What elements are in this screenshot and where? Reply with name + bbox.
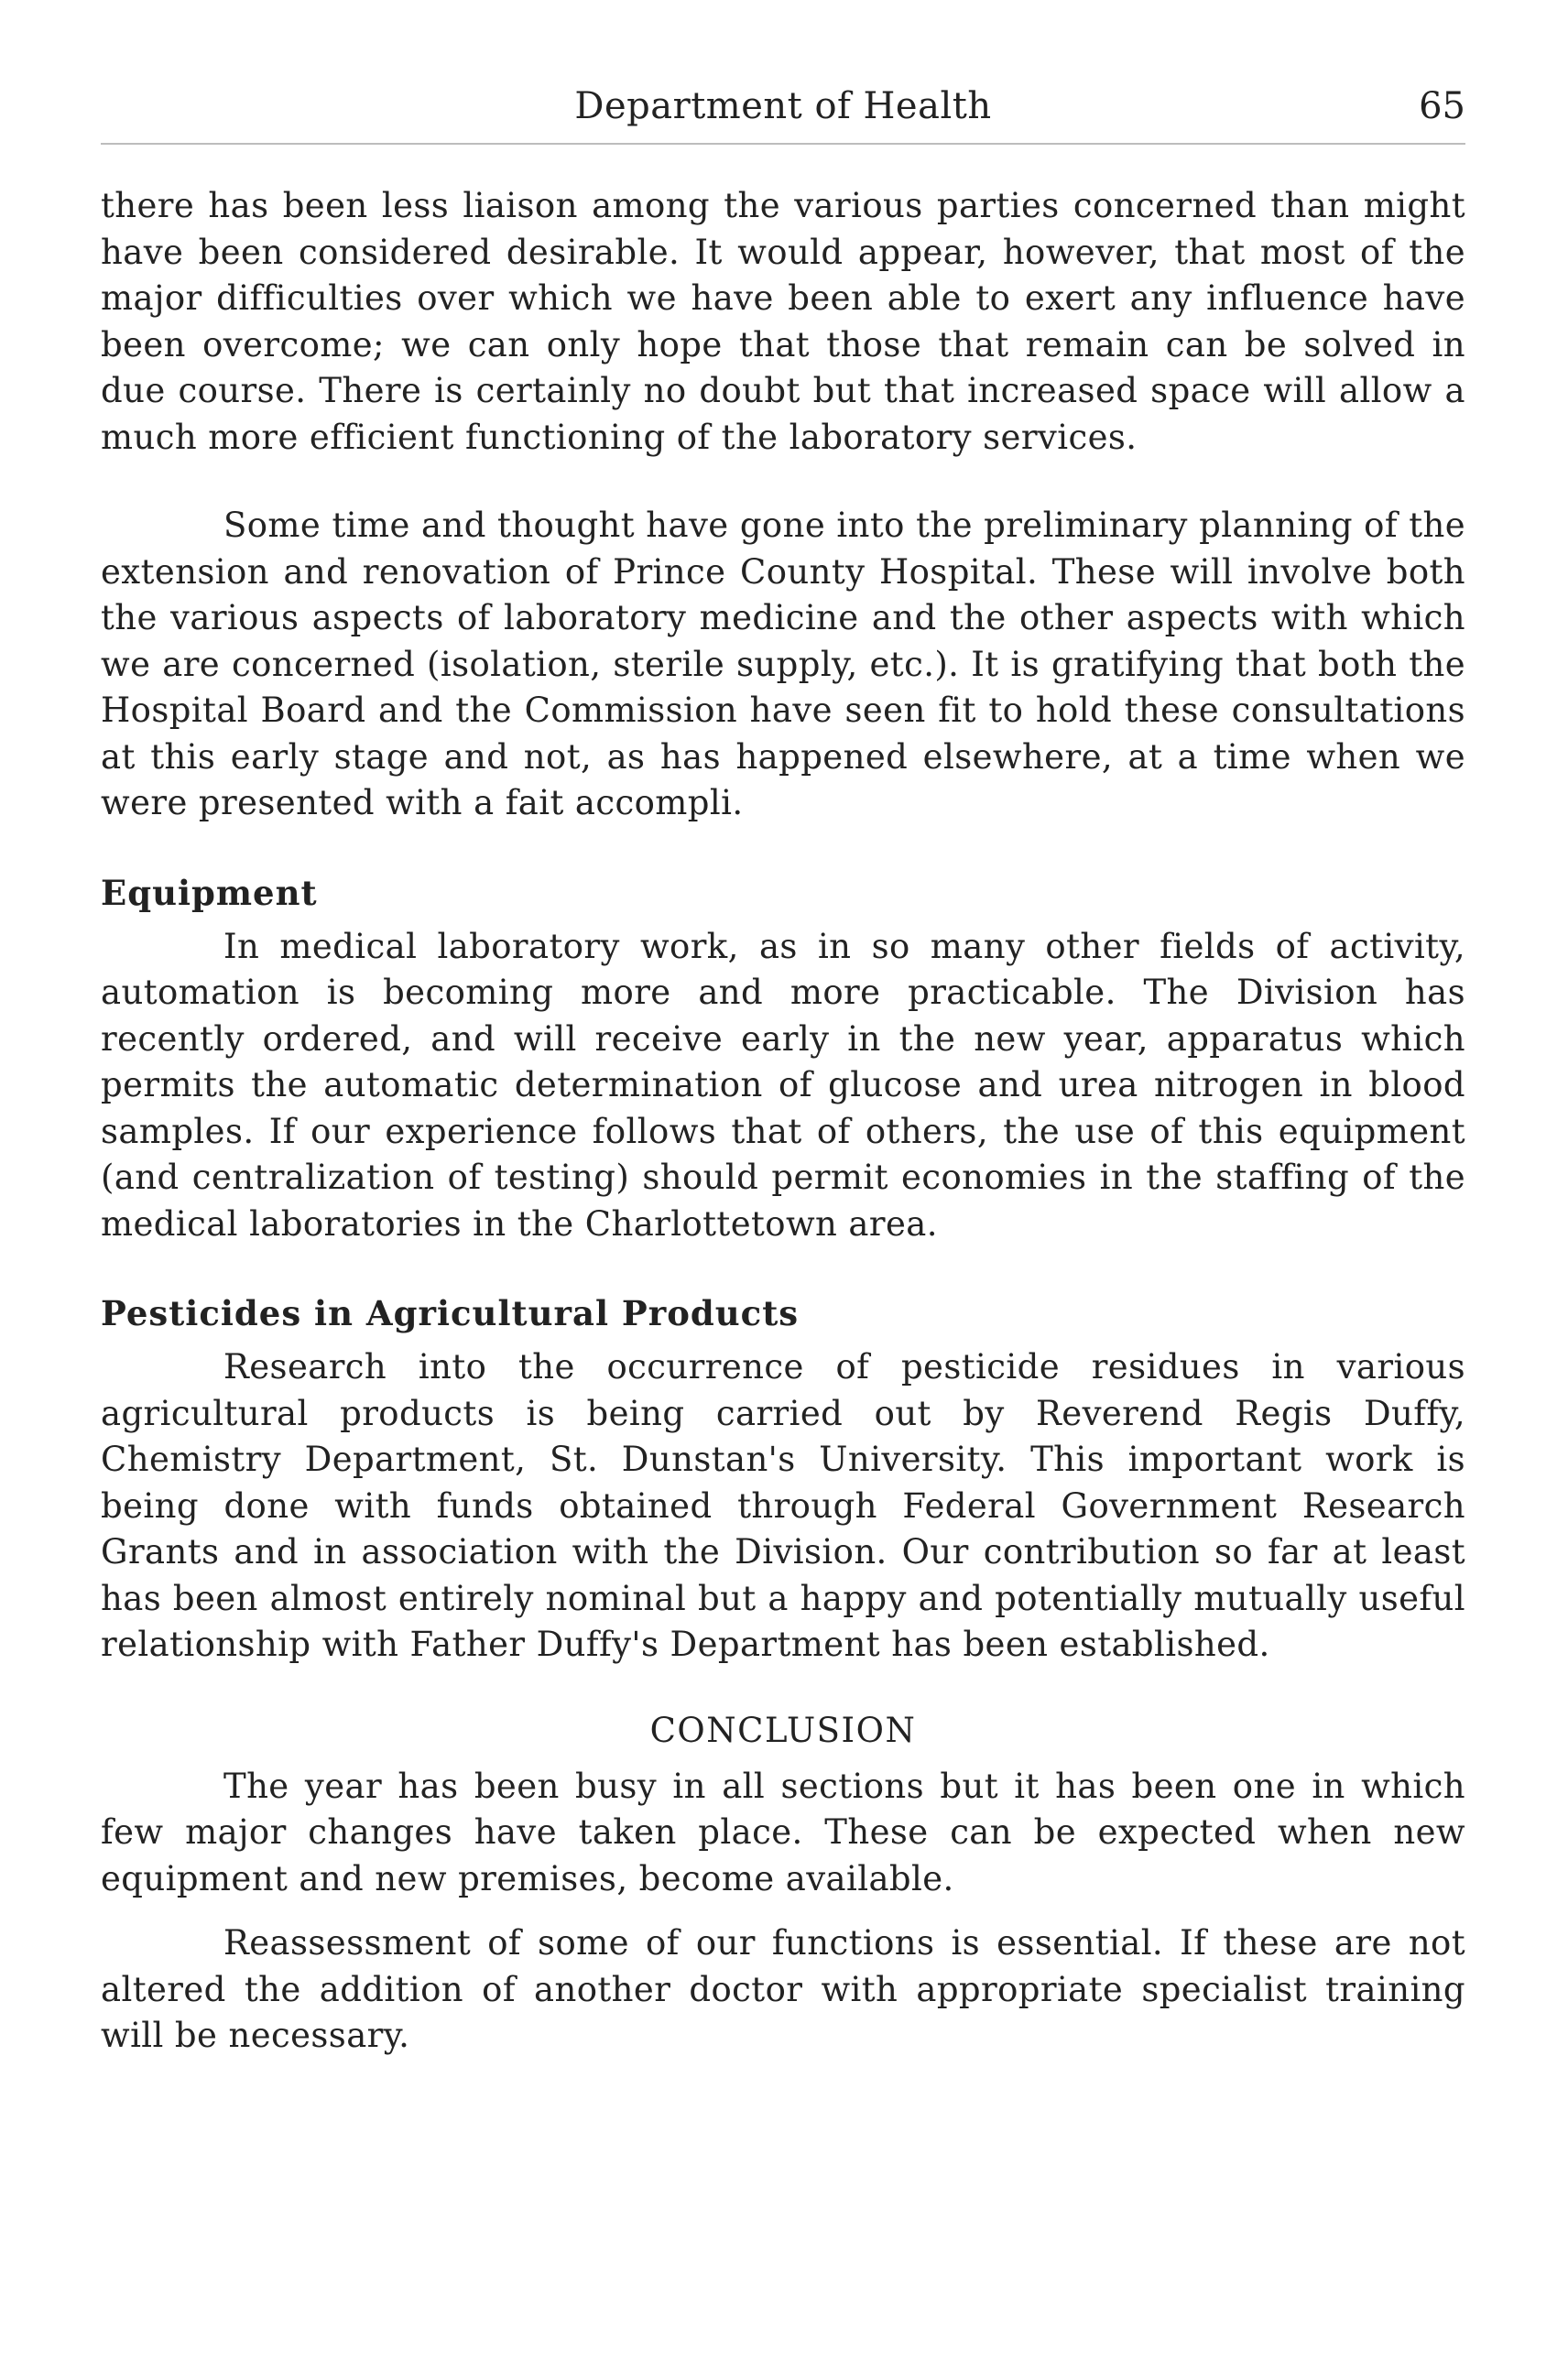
section-heading-pesticides: Pesticides in Agricultural Products <box>101 1293 800 1333</box>
paragraph-conclusion-2: Reassessment of some of our functions is essential. If these are not altered the addition of another doctor with appropriate specialist training will be necessary. <box>101 1923 1465 2055</box>
section-heading-conclusion: CONCLUSION <box>649 1710 917 1750</box>
page-number: 65 <box>1419 85 1465 127</box>
paragraph-conclusion-1: The year has been busy in all sections but it has been one in which few major changes have taken place. These can be expected when new equipment and new premises, become available. <box>101 1766 1465 1898</box>
header-rule <box>101 143 1465 145</box>
paragraph-equipment: In medical laboratory work, as in so many other fields of activity, automation is becoming more and more practicable. The Division has recently ordered, and will receive early in the new year, apparatus which permits the automatic determination of glucose and urea nitrogen in blood samples. If our experience follows that of others, the use of this equipment (and centralization of testing) should permit economies in the staffing of the medical laboratories in the Charlottetown area. <box>101 926 1465 1244</box>
body-text <box>101 183 1465 2060</box>
section-heading-equipment: Equipment <box>101 872 318 913</box>
running-head <box>101 81 1465 136</box>
paragraph-prince-county-hospital: Some time and thought have gone into the preliminary planning of the extension and renovation of Prince County Hospital. These will involve both the various aspects of laboratory medicine and the other aspects with which we are concerned (isolation, sterile supply, etc.). It is gratifying that both the Hospital Board and the Commission have seen fit to hold these consultations at this early stage and not, as has happened elsewhere, at a time when we were presented with a fait accompli. <box>101 506 1465 822</box>
running-title: Department of Health <box>574 85 992 127</box>
paragraph-pesticides: Research into the occurrence of pesticide residues in various agricultural products is being carried out by Reverend Regis Duffy, Chemistry Department, St. Dunstan's University. This important work is being done with funds obtained through Federal Government Research Grants and in association with the Division. Our contribution so far at least has been almost entirely nominal but a happy and potentially mutually useful relationship with Father Duffy's Department has been established. <box>101 1347 1465 1664</box>
paragraph-liaison: there has been less liaison among the various parties concerned than might have been considered desirable. It would appear, however, that most of the major difficulties over which we have been able to exert any influence have been overcome; we can only hope that those that remain can be solved in due course. There is certainly no doubt but that increased space will allow a much more efficient functioning of the laboratory services. <box>101 186 1465 457</box>
